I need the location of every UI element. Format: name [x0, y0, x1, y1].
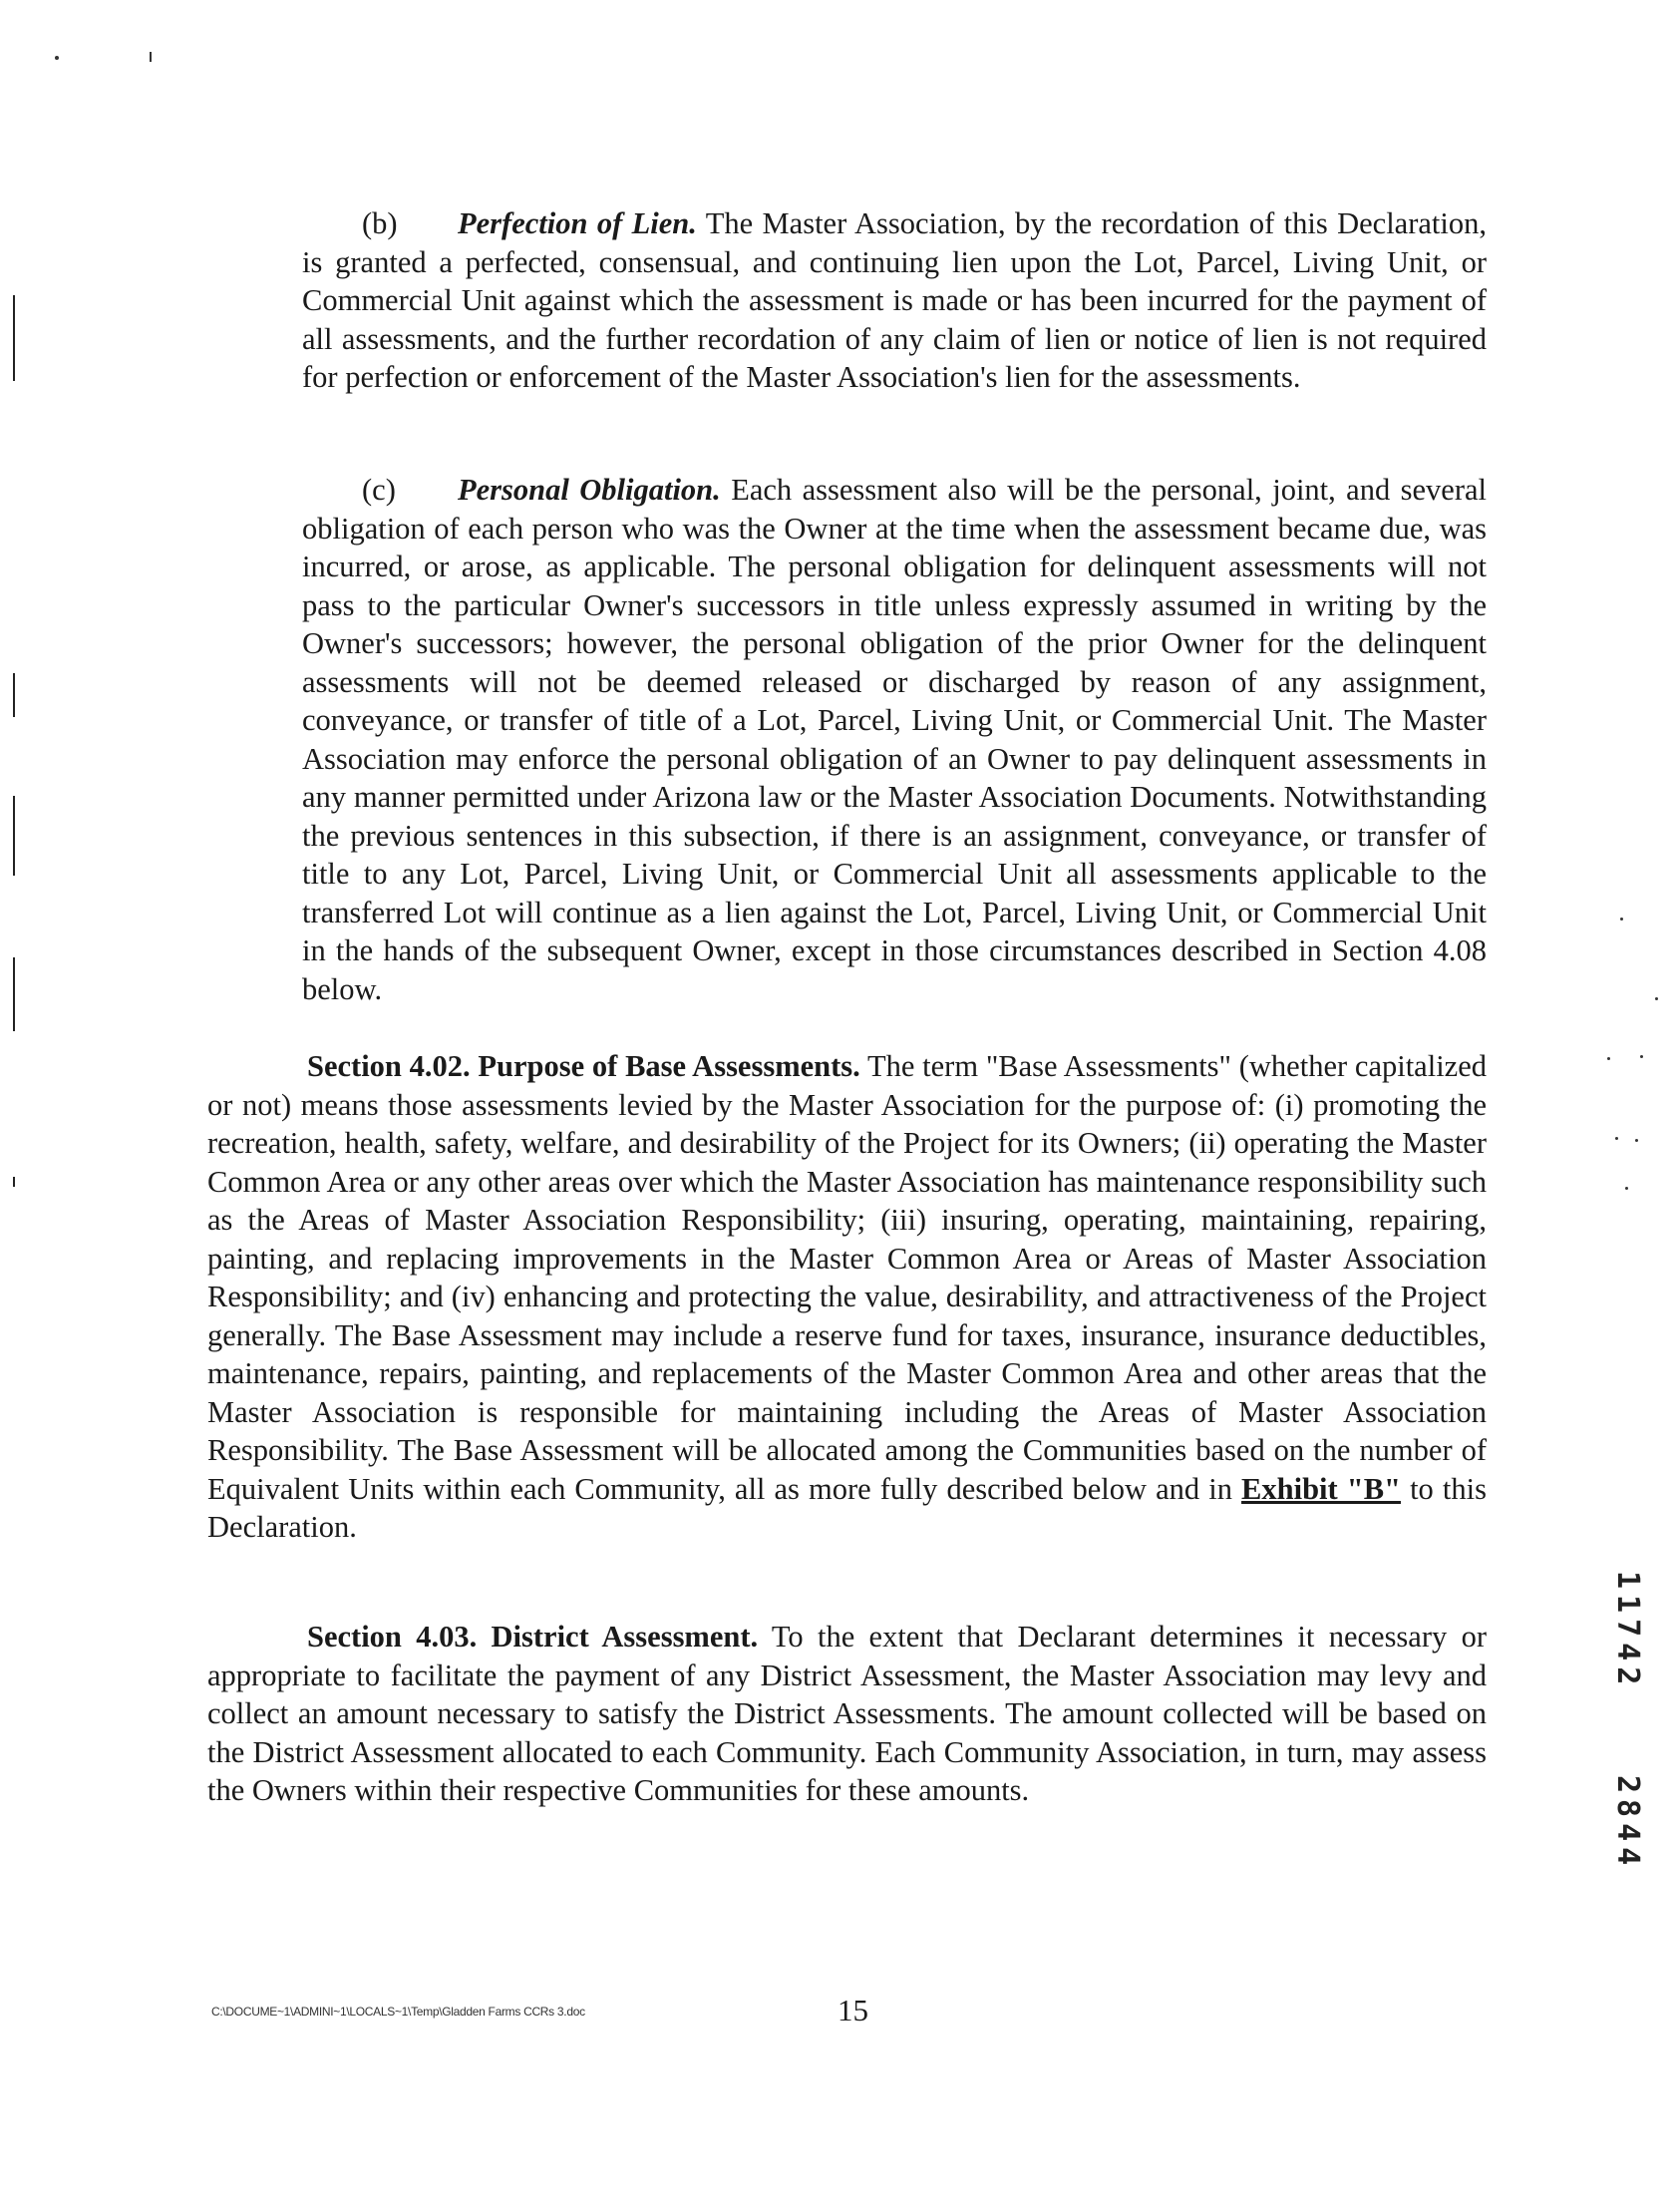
paragraph-c-text: Each assessment also will be the personal, joint, and several obligation of each person who was the Owner at the time when the assessment became due, was incurred, or arose, as applicable. The personal obligation for delinquent assessments will not pass to the particular Owner's successors in title unless expressly assumed in writing by the Owner's successors; however, the personal obligation of the prior Owner for the delinquent assessments will not be deemed released or discharged by reason of any assignment, conveyance, or transfer of title of a Lot, Parcel, Living Unit, or Commercial Unit. The Master Association may enforce the personal obligation of an Owner to pay delinquent assessments in any manner permitted under Arizona law or the Master Association Documents. Notwithstanding the previous sentences in this subsection, if there is an assignment, conveyance, or transfer of title to any Lot, Parcel, Living Unit, or Commercial Unit all assessments applicable to the transferred Lot will continue as a lien against the Lot, Parcel, Living Unit, or Commercial Unit in the hands of the subsequent Owner, except in those circumstances described in Section 4.08 below.: [302, 473, 1488, 1006]
section-4-02-text-after: to this Declaration.: [207, 1471, 1487, 1544]
section-4-02-text: The term "Base Assessments" (whether capitalized or not) means those assessments levied by the Master Association for the purpose of: (i) promoting the recreation, health, safety, welfare, and desirability of the Project for its Owners; (ii) operating the Master Common Area or any other areas over which the Master Association has maintenance responsibility such as the Areas of Master Association Responsibility; (iii) insuring, operating, maintaining, repairing, painting, and replacing improvements in the Master Common Area or Areas of Master Association Responsibility; and (iv) enhancing and protecting the value, desirability, and attractiveness of the Project generally. The Base Assessment may include a reserve fund for taxes, insurance, insurance deductibles, maintenance, repairs, painting, and replacements of the Master Common Area and other areas that the Master Association is responsible for maintaining including the Areas of Master Association Responsibility. The Base Assessment will be allocated among the Communities based on the number of Equivalent Units within each Community, all as more fully described below and in: [207, 1049, 1487, 1506]
margin-bar: [13, 673, 15, 717]
paragraph-c: [302, 471, 1487, 1008]
margin-stamp-part2: 2844: [1610, 1775, 1645, 1872]
paragraph-c-heading: Personal Obligation.: [458, 473, 721, 507]
paragraph-b-label: (b): [362, 206, 398, 240]
paragraph-b-text: The Master Association, by the recordation of this Declaration, is granted a perfected, consensual, and continuing lien upon the Lot, Parcel, Living Unit, or Commercial Unit against which the assessment is made or has been incurred for the payment of all assessments, and the further recordation of any claim of lien or notice of lien is not required for perfection or enforcement of the Master Association's lien for the assessments.: [302, 206, 1487, 394]
paragraph-b-heading: Perfection of Lien.: [458, 206, 697, 240]
margin-bar: [13, 1177, 15, 1187]
margin-bar: [13, 957, 15, 1031]
section-4-02: [207, 1047, 1487, 1547]
margin-bar: [13, 796, 15, 876]
paragraph-c-label: (c): [362, 473, 396, 507]
exhibit-b-reference: Exhibit "B": [1241, 1471, 1401, 1506]
scan-speck: [1625, 1187, 1628, 1190]
section-4-03-heading: Section 4.03. District Assessment.: [307, 1620, 759, 1654]
section-4-02-heading: Section 4.02. Purpose of Base Assessments.: [307, 1049, 860, 1083]
scan-speck: [1640, 1055, 1643, 1058]
page-number: 15: [838, 1993, 868, 2028]
section-4-03-text: To the extent that Declarant determines it necessary or appropriate to facilitate the payment of any District Assessment, the Master Association may levy and collect an amount necessary to satisfy the District Assessments. The amount collected will be based on the District Assessment allocated to each Community. Each Community Association, in turn, may assess the Owners within their respective Communities for these amounts.: [207, 1620, 1487, 1807]
section-4-03: [207, 1618, 1487, 1810]
margin-stamp-part1: 11742: [1610, 1571, 1645, 1691]
scan-speck: [1620, 918, 1623, 921]
scan-speck: [55, 56, 59, 60]
scan-speck: [1607, 1057, 1610, 1060]
margin-bar: [13, 295, 15, 381]
scan-speck: [1655, 997, 1658, 1000]
scan-speck: [150, 52, 152, 62]
scan-speck: [1635, 1139, 1638, 1142]
footer-file-path: C:\DOCUME~1\ADMINI~1\LOCALS~1\Temp\Gladden Farms CCRs 3.doc: [211, 2005, 585, 2019]
scan-speck: [1615, 1137, 1618, 1140]
paragraph-b: [302, 204, 1487, 397]
